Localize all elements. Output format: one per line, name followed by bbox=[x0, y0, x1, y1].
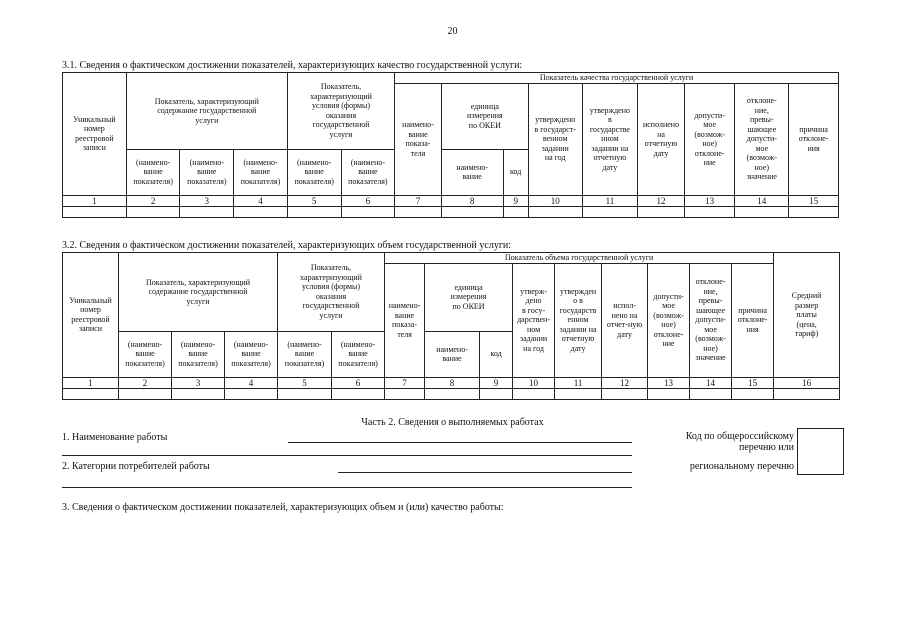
part-2-title: Часть 2. Сведения о выполняемых работах bbox=[361, 417, 544, 428]
column-number: 6 bbox=[332, 377, 385, 388]
header-unit-okei: единица измерения по ОКЕИ bbox=[425, 263, 513, 331]
quality-indicators-table bbox=[62, 72, 839, 218]
header-volume-group: Показатель объема государственной услуги bbox=[385, 253, 774, 264]
column-number: 9 bbox=[480, 377, 513, 388]
header-conditions-indicator: Показатель, характеризующий условия (формы) оказания государственной услуги bbox=[287, 73, 394, 150]
column-number: 9 bbox=[503, 195, 528, 206]
column-number: 13 bbox=[684, 195, 735, 206]
header-sub-name: (наимено- вание показателя) bbox=[332, 331, 385, 377]
header-sub-name: (наимено- вание показателя) bbox=[287, 149, 341, 195]
column-number: 8 bbox=[425, 377, 480, 388]
header-quality-group: Показатель качества государственной услуги bbox=[395, 73, 839, 84]
column-number: 7 bbox=[385, 377, 425, 388]
header-indicator-name: наимено- вание показа- теля bbox=[395, 83, 442, 195]
column-numbers-row bbox=[63, 195, 839, 206]
header-sub-name: (наимено- вание показателя) bbox=[126, 149, 180, 195]
header-sub-name: (наимено- вание показателя) bbox=[341, 149, 395, 195]
column-number: 3 bbox=[180, 195, 234, 206]
header-content-indicator: Показатель, характеризующий содержание государственной услуги bbox=[119, 253, 278, 332]
header-average-price: Средний размер платы (цена, тариф) bbox=[774, 253, 840, 378]
header-allowed-deviation: допусти- мое (возмож- ное) отклоне- ние bbox=[684, 83, 735, 195]
header-allowed-deviation: допусти- мое (возмож- ное) отклоне- ние bbox=[648, 263, 690, 377]
header-deviation-reason: причина отклоне- ния bbox=[732, 263, 774, 377]
page-number: 20 bbox=[447, 26, 458, 37]
header-sub-name: (наимено- вание показателя) bbox=[225, 331, 278, 377]
header-approved-date: утвержден о в государств енном задании на отчетную дату bbox=[555, 263, 602, 377]
column-number: 10 bbox=[528, 195, 582, 206]
volume-indicators-table bbox=[62, 252, 840, 400]
header-executed: исполнено на отчетную дату bbox=[638, 83, 685, 195]
column-number: 3 bbox=[172, 377, 225, 388]
column-number: 15 bbox=[789, 195, 839, 206]
column-number: 14 bbox=[690, 377, 732, 388]
consumers-field-line2[interactable] bbox=[62, 487, 632, 488]
header-unit-okei: единица измерения по ОКЕИ bbox=[441, 83, 528, 149]
column-number: 11 bbox=[555, 377, 602, 388]
header-exceeding-deviation: отклоне- ние, превы- шающее допусти- мое (возмож- ное) значение bbox=[690, 263, 732, 377]
code-label-line2: перечню или bbox=[738, 442, 794, 453]
header-sub-name: (наимено- вание показателя) bbox=[234, 149, 288, 195]
code-input-box[interactable] bbox=[797, 428, 844, 475]
section-3-2-title: 3.2. Сведения о фактическом достижении показателей, характеризующих объем государственной услуги: bbox=[62, 240, 512, 251]
header-executed: испол- нено на отчет-ную дату bbox=[602, 263, 648, 377]
column-number: 1 bbox=[63, 377, 119, 388]
header-indicator-name: наимено- вание показа- теля bbox=[385, 263, 425, 377]
header-sub-name: (наимено- вание показателя) bbox=[172, 331, 225, 377]
header-sub-name: (наимено- вание показателя) bbox=[119, 331, 172, 377]
column-number: 2 bbox=[119, 377, 172, 388]
column-number: 2 bbox=[126, 195, 180, 206]
column-number: 6 bbox=[341, 195, 395, 206]
column-number: 5 bbox=[287, 195, 341, 206]
header-unit-name: наимено- вание bbox=[425, 331, 480, 377]
header-exceeding-deviation: отклоне- ние, превы- шающее допусти- мое (возмож- ное) значение bbox=[735, 83, 789, 195]
column-number: 10 bbox=[513, 377, 555, 388]
header-unit-code: код bbox=[480, 331, 513, 377]
header-conditions-indicator: Показатель, характеризующий условия (формы) оказания государственной услуги bbox=[278, 253, 385, 332]
work-name-field[interactable] bbox=[288, 442, 632, 443]
empty-data-row bbox=[63, 388, 840, 399]
column-number: 4 bbox=[225, 377, 278, 388]
header-sub-name: (наимено- вание показателя) bbox=[278, 331, 332, 377]
column-number: 7 bbox=[395, 195, 442, 206]
header-unit-code: код bbox=[503, 149, 528, 195]
column-number: 4 bbox=[234, 195, 288, 206]
code-label-line1: Код по общероссийскому bbox=[685, 431, 794, 442]
column-number: 12 bbox=[638, 195, 685, 206]
header-unique-number: Уникальный номер реестровой записи bbox=[63, 73, 127, 196]
header-sub-name: (наимено- вание показателя) bbox=[180, 149, 234, 195]
column-number: 12 bbox=[602, 377, 648, 388]
column-number: 15 bbox=[732, 377, 774, 388]
header-approved-year: утверждено в государст- венном задании на год bbox=[528, 83, 582, 195]
header-approved-year: утверж- дено в госу- дарствен- ном задании на год bbox=[513, 263, 555, 377]
section-3-1-title: 3.1. Сведения о фактическом достижении показателей, характеризующих качество государственной услуги: bbox=[62, 60, 523, 71]
header-unit-name: наимено- вание bbox=[441, 149, 503, 195]
column-number: 1 bbox=[63, 195, 127, 206]
column-number: 16 bbox=[774, 377, 840, 388]
consumers-label: 2. Категории потребителей работы bbox=[62, 461, 210, 472]
empty-data-row bbox=[63, 206, 839, 217]
header-unique-number: Уникальный номер реестровой записи bbox=[63, 253, 119, 378]
header-deviation-reason: причина отклоне- ния bbox=[789, 83, 839, 195]
column-number: 11 bbox=[582, 195, 638, 206]
work-name-label: 1. Наименование работы bbox=[62, 432, 168, 443]
column-number: 14 bbox=[735, 195, 789, 206]
work-name-field-line2[interactable] bbox=[62, 455, 632, 456]
header-approved-date: утверждено в государстве нном задании на отчетную дату bbox=[582, 83, 638, 195]
column-number: 13 bbox=[648, 377, 690, 388]
code-label-line3: региональному перечню bbox=[689, 461, 794, 472]
consumers-field[interactable] bbox=[338, 472, 632, 473]
header-content-indicator: Показатель, характеризующий содержание государственной услуги bbox=[126, 73, 287, 150]
column-number: 5 bbox=[278, 377, 332, 388]
section-3-title: 3. Сведения о фактическом достижении показателей, характеризующих объем и (или) качество работы: bbox=[62, 502, 504, 513]
column-number: 8 bbox=[441, 195, 503, 206]
column-numbers-row bbox=[63, 377, 840, 388]
